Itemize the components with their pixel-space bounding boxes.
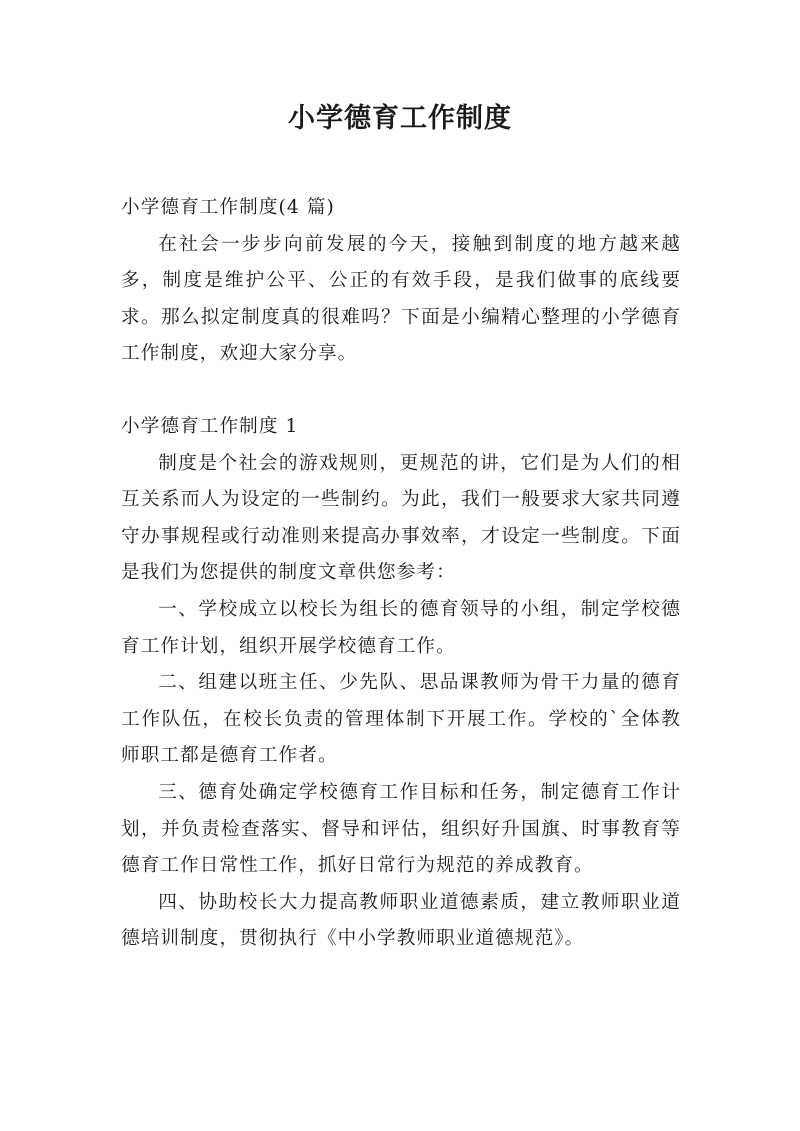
rule-item-3: 三、德育处确定学校德育工作目标和任务，制定德育工作计划，并负责检查落实、督导和评估，组织好升国旗、时事教育等德育工作日常性工作，抓好日常行为规范的养成教育。 (121, 781, 681, 877)
document-body (121, 190, 681, 958)
rule-item-2: 二、组建以班主任、少先队、思品课教师为骨干力量的德育工作队伍，在校长负责的管理体制下开展工作。学校的`全体教师职工都是德育工作者。 (121, 672, 681, 767)
rule-item-1: 一、学校成立以校长为组长的德育领导的小组，制定学校德育工作计划，组织开展学校德育工作。 (121, 598, 681, 657)
section-spacer (121, 373, 681, 409)
document-subtitle: 小学德育工作制度(4 篇) (121, 197, 335, 218)
rule-item-4: 四、协助校长大力提高教师职业道德素质，建立教师职业道德培训制度，贯彻执行《中小学教师职业道德规范》。 (121, 891, 681, 950)
body-paragraph: 制度是个社会的游戏规则，更规范的讲，它们是为人们的相互关系而人为设定的一些制约。为此，我们一般要求大家共同遵守办事规程或行动准则来提高办事效率，才设定一些制度。下面是我们为您提供的制度文章供您参考： (121, 452, 681, 584)
section-heading: 小学德育工作制度 1 (121, 415, 299, 437)
intro-paragraph: 在社会一步步向前发展的今天，接触到制度的地方越来越多，制度是维护公平、公正的有效手段，是我们做事的底线要求。那么拟定制度真的很难吗？下面是小编精心整理的小学德育工作制度，欢迎大家分享。 (121, 233, 681, 365)
document-title: 小学德育工作制度 (288, 103, 512, 134)
